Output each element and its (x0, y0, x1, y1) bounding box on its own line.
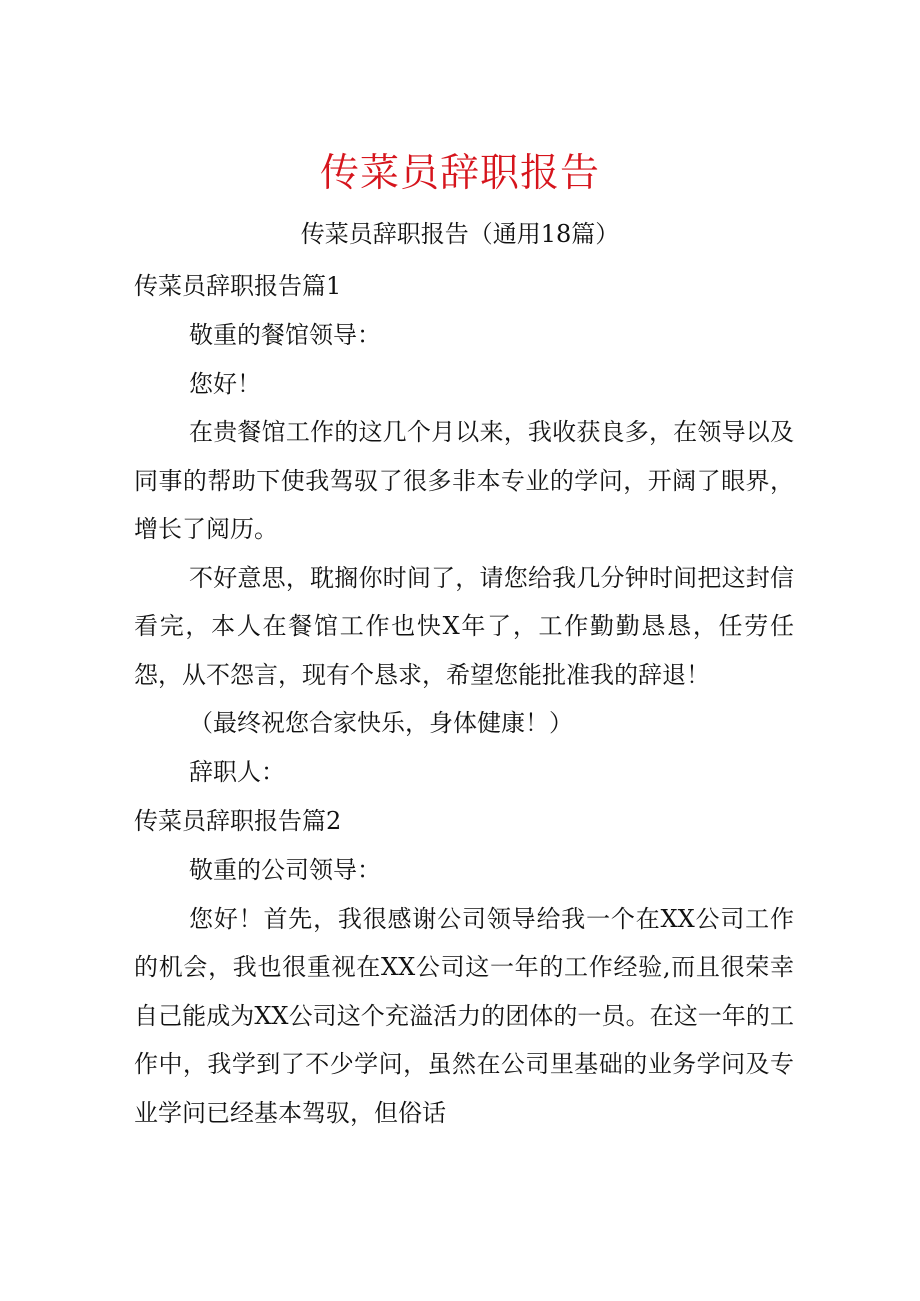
paragraph: 在贵餐馆工作的这几个月以来，我收获良多，在领导以及同事的帮助下使我驾驭了很多非本专业的学问，开阔了眼界，增长了阅历。 (134, 418, 794, 543)
signature-line: 辞职人： (189, 758, 285, 786)
paragraph: 不好意思，耽搁你时间了，请您给我几分钟时间把这封信看完，本人在餐馆工作也快X年了，工作勤勤恳恳，任劳任怨，从不怨言，现有个恳求，希望您能批准我的辞退！ (134, 563, 794, 689)
greeting: 您好！ (189, 369, 261, 398)
paragraph: 您好！首先，我很感谢公司领导给我一个在XX公司工作的机会，我也很重视在XX公司这一年的工作经验,而且很荣幸自己能成为XX公司这个充溢活力的团体的一员。在这一年的工作中，我学到了不少学问，虽然在公司里基础的业务学问及专业学问已经基本驾驭，但俗话 (134, 904, 794, 1127)
document-subtitle: 传菜员辞职报告（通用18篇） (300, 220, 620, 248)
document-title: 传菜员辞职报告 (319, 151, 600, 196)
salutation: 敬重的公司领导： (189, 856, 381, 884)
salutation: 敬重的餐馆领导： (189, 321, 381, 349)
section-heading: 传菜员辞职报告篇2 (134, 807, 342, 835)
document-body (134, 262, 794, 1137)
closing-wish: （最终祝您合家快乐，身体健康！） (189, 709, 573, 737)
section-heading: 传菜员辞职报告篇1 (134, 272, 342, 300)
